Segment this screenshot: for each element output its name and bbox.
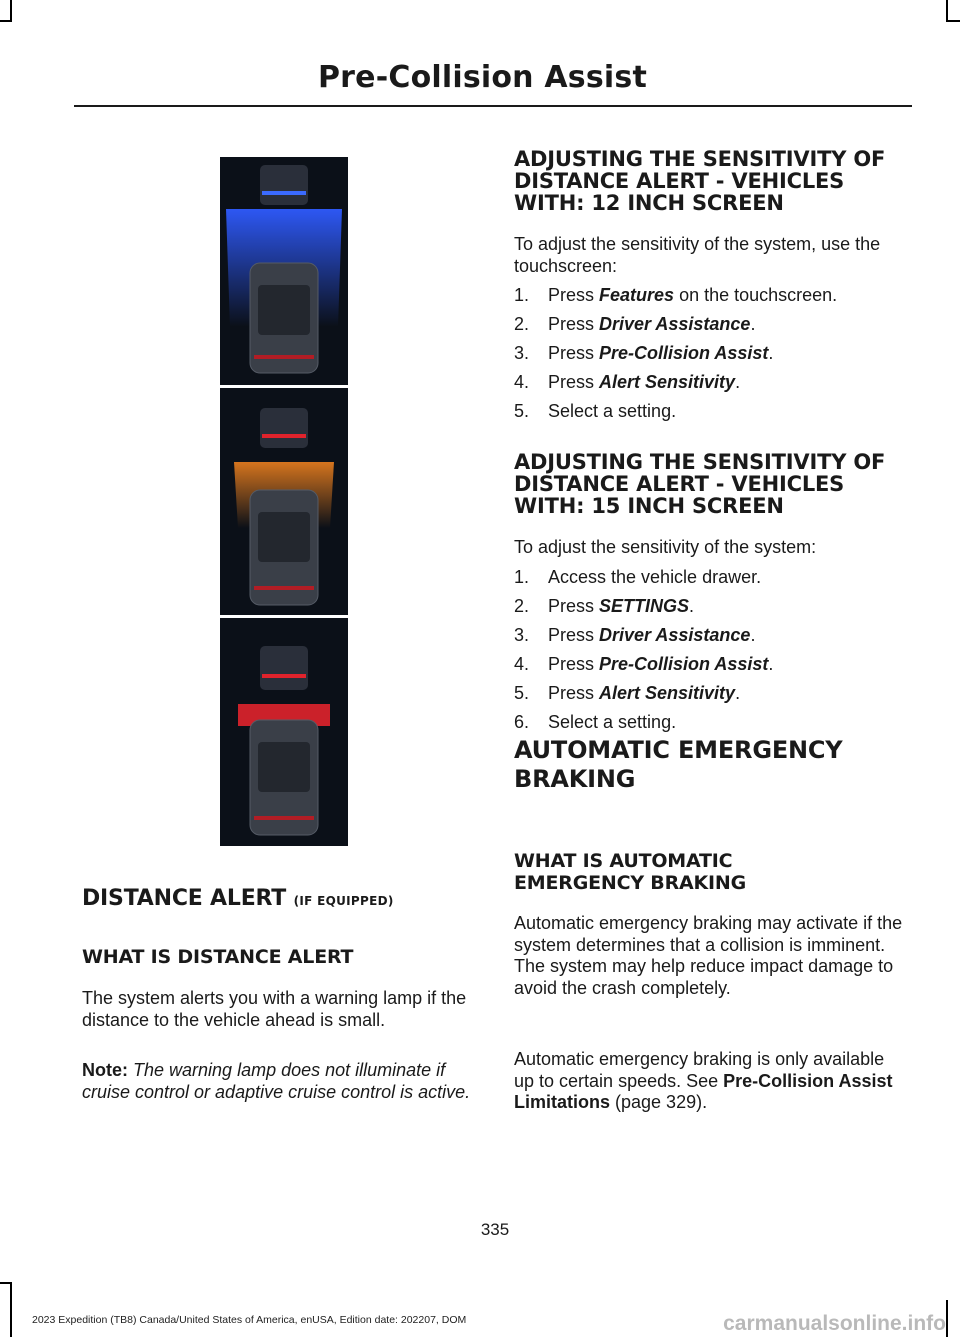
crop-mark-top-right <box>946 0 948 20</box>
step-text: Press <box>548 654 600 674</box>
distance-alert-heading <box>82 886 394 914</box>
step-4 <box>514 368 837 397</box>
crop-mark-bottom-left <box>10 1282 12 1337</box>
crop-mark-top-left-h <box>0 20 12 22</box>
step-text: Press <box>548 625 600 645</box>
step-menu-item: Pre-Collision Assist <box>599 654 769 674</box>
step-menu-item: Driver Assistance <box>599 625 751 645</box>
step-4 <box>514 650 773 679</box>
aeb-para-2-page-ref: (page 329). <box>610 1092 708 1112</box>
page-title: Pre-Collision Assist <box>317 60 647 95</box>
step-menu-item: SETTINGS <box>599 596 690 616</box>
aeb-para-2 <box>514 1049 909 1114</box>
illustration-panel-blue <box>220 157 348 385</box>
aeb-para-1: Automatic emergency braking may activate if the system determines that a collision is imminent. The system may help reduce impact damage to avoid the crash completely. <box>514 913 903 998</box>
step-text-end: . <box>750 314 756 334</box>
sensitivity-12-intro: To adjust the sensitivity of the system, use the touchscreen: <box>514 234 881 276</box>
step-text: Press <box>548 314 600 334</box>
what-is-aeb-heading: WHAT IS AUTOMATIC EMERGENCY BRAKING <box>514 850 746 894</box>
illustration-panel-amber <box>220 388 348 615</box>
step-5 <box>514 679 773 708</box>
step-menu-item: Features <box>599 285 675 305</box>
crop-mark-top-right-h <box>946 20 960 22</box>
aeb-para-2-text: Automatic emergency braking is only available up to certain speeds. See <box>514 1049 885 1091</box>
step-number: 6. <box>514 712 530 732</box>
step-text: Press <box>548 372 600 392</box>
step-text-end: on the touchscreen. <box>674 285 838 305</box>
heading-suffix: (IF EQUIPPED) <box>293 894 394 908</box>
vehicle-distance-red-illustration <box>220 618 348 846</box>
step-1 <box>514 563 773 592</box>
step-2 <box>514 592 773 621</box>
step-number: 2. <box>514 596 530 616</box>
step-text-end: . <box>689 596 695 616</box>
step-text: Press <box>548 596 600 616</box>
step-number: 3. <box>514 343 530 363</box>
watermark: carmanualsonline.info <box>723 1312 946 1335</box>
step-1 <box>514 281 837 310</box>
note-label: Note: <box>82 1060 128 1080</box>
distance-alert-note <box>82 1060 482 1103</box>
footer-edition: 2023 Expedition (TB8) Canada/United States of America, enUSA, Edition date: 202207, DOM <box>32 1314 467 1326</box>
step-text-end: . <box>750 625 756 645</box>
title-rule <box>74 105 912 107</box>
step-number: 5. <box>514 683 530 703</box>
what-is-distance-alert-heading: WHAT IS DISTANCE ALERT <box>82 946 354 968</box>
step-3 <box>514 339 837 368</box>
aeb-heading-line2: BRAKING <box>514 765 636 793</box>
step-2 <box>514 310 837 339</box>
step-menu-item: Driver Assistance <box>599 314 751 334</box>
crop-mark-bottom-left-h <box>0 1282 12 1284</box>
step-number: 2. <box>514 314 530 334</box>
crop-mark-bottom-right <box>946 1300 948 1337</box>
crop-mark-top-left <box>10 0 12 20</box>
distance-alert-body: The system alerts you with a warning lamp if the distance to the vehicle ahead is small. <box>82 988 467 1030</box>
sensitivity-15-heading: ADJUSTING THE SENSITIVITY OF DISTANCE ALERT - VEHICLES WITH: 15 INCH SCREEN <box>514 450 886 518</box>
aeb-heading-line1: AUTOMATIC EMERGENCY <box>514 736 843 764</box>
step-text-end: . <box>735 372 741 392</box>
step-text-end: . <box>768 343 774 363</box>
step-menu-item: Alert Sensitivity <box>599 372 736 392</box>
sensitivity-15-intro: To adjust the sensitivity of the system: <box>514 537 817 557</box>
step-text: Select a setting. <box>548 712 677 732</box>
step-text: Select a setting. <box>548 401 677 421</box>
step-number: 3. <box>514 625 530 645</box>
sensitivity-12-steps <box>514 281 837 426</box>
step-3 <box>514 621 773 650</box>
illustration-panel-red <box>220 618 348 846</box>
sensitivity-15-steps <box>514 563 773 737</box>
aeb-heading <box>514 736 843 794</box>
step-menu-item: Alert Sensitivity <box>599 683 736 703</box>
heading-text: DISTANCE ALERT <box>82 886 287 911</box>
step-number: 1. <box>514 567 530 587</box>
vehicle-distance-blue-illustration <box>220 157 348 385</box>
step-text-end: . <box>768 654 774 674</box>
step-5 <box>514 397 837 426</box>
vehicle-distance-amber-illustration <box>220 388 348 615</box>
step-number: 4. <box>514 654 530 674</box>
step-text: Press <box>548 285 600 305</box>
step-number: 4. <box>514 372 530 392</box>
step-text-end: . <box>735 683 741 703</box>
page-number: 335 <box>480 1220 510 1239</box>
step-menu-item: Pre-Collision Assist <box>599 343 769 363</box>
step-text: Press <box>548 343 600 363</box>
step-number: 5. <box>514 401 530 421</box>
sensitivity-12-heading: ADJUSTING THE SENSITIVITY OF DISTANCE ALERT - VEHICLES WITH: 12 INCH SCREEN <box>514 147 886 215</box>
limitations-link[interactable]: Pre-Collision Assist Limitations <box>514 1070 893 1112</box>
step-text: Press <box>548 683 600 703</box>
step-number: 1. <box>514 285 530 305</box>
step-6 <box>514 708 773 737</box>
step-text: Access the vehicle drawer. <box>548 567 762 587</box>
note-text: The warning lamp does not illuminate if cruise control or adaptive cruise control is active. <box>82 1060 471 1102</box>
